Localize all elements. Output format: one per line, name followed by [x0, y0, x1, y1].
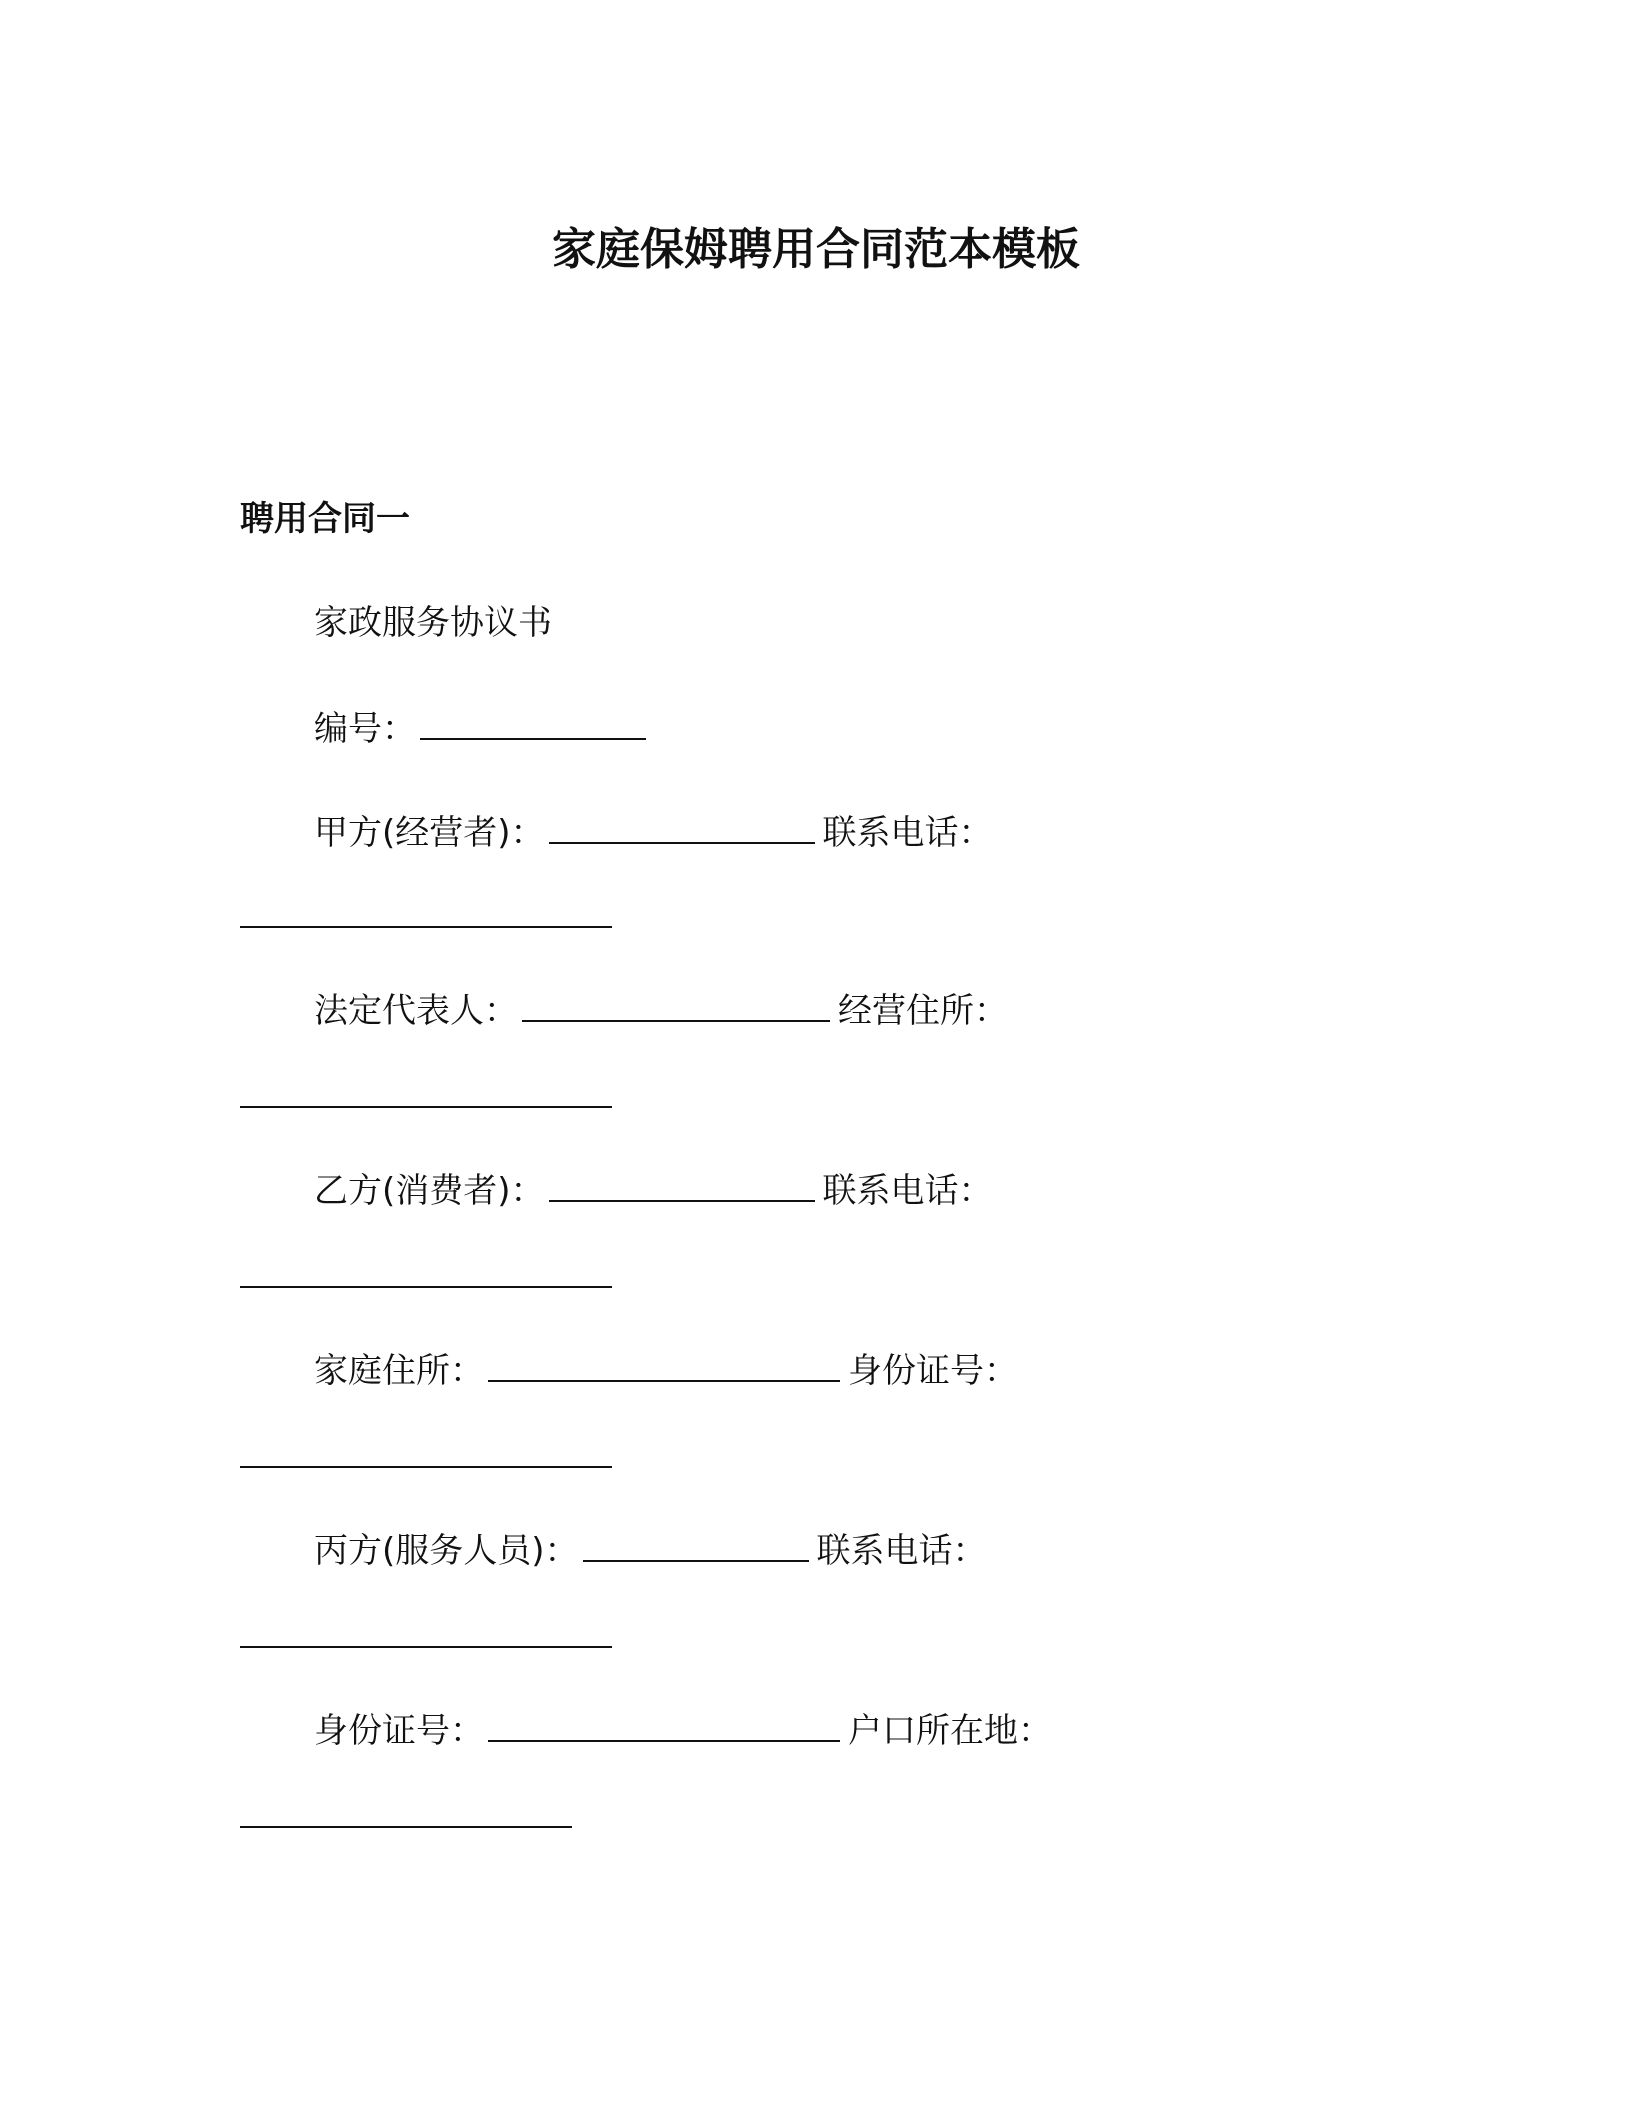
party-b-phone-label: 联系电话： [822, 1171, 993, 1211]
party-c-blank[interactable] [583, 1526, 809, 1562]
party-a-blank[interactable] [549, 808, 815, 844]
party-c-phone-label: 联系电话： [816, 1531, 987, 1571]
party-b-label: 乙方(消费者)： [314, 1171, 545, 1211]
legal-rep-blank[interactable] [522, 986, 830, 1022]
party-c-label: 丙方(服务人员)： [314, 1531, 579, 1571]
number-blank[interactable] [420, 704, 646, 740]
household-registration-label: 户口所在地： [848, 1711, 1052, 1751]
document-title: 家庭保姆聘用合同范本模板 [552, 224, 1080, 275]
id-number-blank[interactable] [240, 1466, 612, 1468]
legal-rep-label: 法定代表人： [314, 991, 518, 1031]
party-c-id-blank[interactable] [488, 1706, 840, 1742]
party-a-phone-label: 联系电话： [822, 813, 993, 853]
number-label: 编号： [314, 709, 416, 749]
business-address-label: 经营住所： [838, 991, 1008, 1031]
home-address-label: 家庭住所： [314, 1351, 484, 1391]
party-a-phone-blank[interactable] [240, 926, 612, 928]
section-heading: 聘用合同一 [240, 499, 410, 539]
number-row [314, 704, 654, 752]
party-b-blank[interactable] [549, 1166, 815, 1202]
party-c-row [314, 1526, 987, 1574]
party-c-id-label: 身份证号： [314, 1711, 484, 1751]
business-address-blank[interactable] [240, 1106, 612, 1108]
home-address-row [314, 1346, 1018, 1394]
party-c-phone-blank[interactable] [240, 1646, 612, 1648]
party-a-label: 甲方(经营者)： [314, 813, 545, 853]
id-number-label: 身份证号： [848, 1351, 1018, 1391]
legal-rep-row [314, 986, 1008, 1034]
household-registration-blank[interactable] [240, 1826, 572, 1828]
party-b-phone-blank[interactable] [240, 1286, 612, 1288]
party-a-row [314, 808, 993, 856]
agreement-title: 家政服务协议书 [314, 603, 552, 643]
party-c-id-row [314, 1706, 1052, 1754]
party-b-row [314, 1166, 993, 1214]
home-address-blank[interactable] [488, 1346, 840, 1382]
